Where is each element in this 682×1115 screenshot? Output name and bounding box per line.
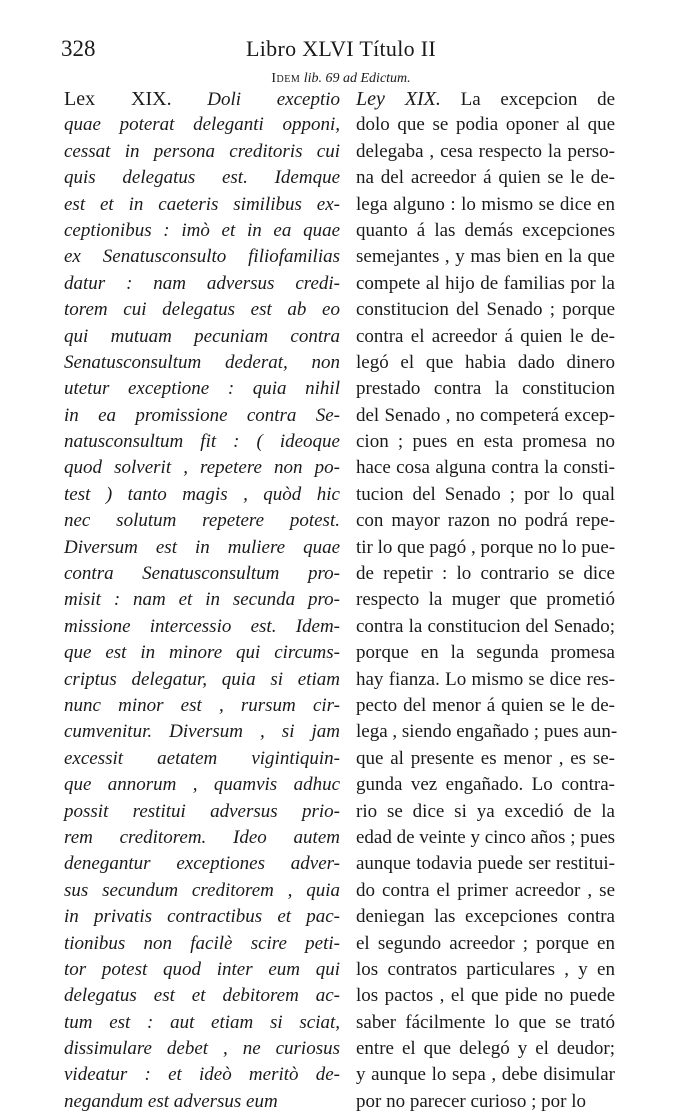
spanish-line: semejantes , y mas bien en la que [356, 246, 615, 268]
latin-line: criptus delegatur, quia si etiam [64, 668, 340, 690]
latin-line: ceptionibus : imò et in ea quae [64, 219, 340, 241]
spanish-line: rio se dice si ya excedió de la [356, 800, 615, 822]
latin-line: que est in minore qui circums- [64, 642, 340, 664]
latin-line: est et in caeteris similibus ex- [64, 193, 340, 215]
latin-line: negandum est adversus eum [64, 1090, 278, 1112]
spanish-line: deniegan las excepciones contra [356, 906, 615, 928]
latin-line: datur : nam adversus credi- [64, 272, 340, 294]
spanish-line: aunque todavia puede ser restitui- [356, 853, 615, 875]
spanish-line: y aunque lo sepa , debe disimular [356, 1064, 615, 1086]
latin-line: Diversum est in muliere quae [64, 536, 340, 558]
latin-line: utetur exceptione : quia nihil [64, 378, 340, 400]
running-title: Libro XLVI Título II [246, 36, 436, 61]
spanish-line: los pactos , el que pide no puede [356, 985, 615, 1007]
spanish-line: prestado contra la constitucion [356, 378, 615, 400]
spanish-line: respecto la muger que prometió [356, 589, 615, 611]
spanish-law-label: Ley XIX. [356, 88, 441, 110]
spanish-line: el segundo acreedor ; porque en [356, 932, 615, 954]
latin-line: sus secundum creditorem , quia [64, 879, 340, 901]
source-reference: lib. 69 ad Edictum. [303, 71, 411, 86]
latin-line: contra Senatusconsultum pro- [64, 563, 340, 585]
latin-line: ex Senatusconsulto filiofamilias [64, 246, 340, 268]
latin-line: Senatusconsultum dederat, non [64, 351, 340, 373]
spanish-line: cion ; pues en esta promesa no [356, 431, 615, 453]
spanish-line: por no parecer curioso ; por lo [356, 1090, 587, 1112]
latin-line: denegantur exceptiones adver- [64, 853, 340, 875]
latin-line: possit restitui adversus prio- [64, 800, 340, 822]
spanish-line: edad de veinte y cinco años ; pues [356, 826, 616, 848]
latin-line: tum est : aut etiam si sciat, [64, 1011, 340, 1033]
latin-line: torem cui delegatus est ab eo [64, 299, 340, 321]
spanish-line: na del acreedor á quien se le de- [356, 167, 615, 189]
latin-line: nec solutum repetere potest. [64, 510, 340, 532]
spanish-line: lega alguno : lo mismo se dice en [356, 193, 615, 215]
latin-line: rem creditorem. Ideo autem [64, 826, 340, 848]
spanish-line: de repetir : lo contrario se dice [356, 563, 615, 585]
page-number: 328 [61, 36, 96, 61]
latin-line: in privatis contractibus et pac- [64, 906, 340, 928]
latin-law-label: Lex XIX. [64, 88, 172, 110]
latin-line: missione intercessio est. Idem- [64, 615, 340, 637]
spanish-line: hace cosa alguna contra la consti- [356, 457, 615, 479]
spanish-line: hay fianza. Lo mismo se dice res- [356, 668, 615, 690]
latin-line: cumvenitur. Diversum , si jam [64, 721, 340, 743]
spanish-line: contra el acreedor á quien le de- [356, 325, 615, 347]
latin-line [64, 86, 340, 112]
spanish-line: tir lo que pagó , porque no lo pue- [356, 536, 616, 558]
latin-line: videatur : et ideò meritò de- [64, 1064, 340, 1086]
latin-line: quae poterat deleganti opponi, [64, 114, 340, 136]
spanish-line: contra la constitucion del Senado; [356, 615, 615, 637]
latin-line: que annorum , quamvis adhuc [64, 774, 340, 796]
spanish-line: tucion del Senado ; por lo qual [356, 483, 615, 505]
latin-line: quod solverit , repetere non po- [64, 457, 340, 479]
latin-line: tor potest quod inter eum qui [64, 958, 340, 980]
spanish-line-text: La excepcion de [460, 89, 615, 110]
spanish-line: compete al hijo de familias por la [356, 272, 615, 294]
latin-line: in ea promissione contra Se- [64, 404, 340, 426]
spanish-line: legó el que habia dado dinero [356, 351, 615, 373]
spanish-line: lega , siendo engañado ; pues aun- [356, 721, 618, 743]
latin-line: tionibus non facilè scire peti- [64, 932, 340, 954]
spanish-line: del Senado , no competerá excep- [356, 404, 615, 426]
latin-line: dissimulare debet , ne curiosus [64, 1038, 340, 1060]
spanish-line: dolo que se podia oponer al que [356, 114, 615, 136]
spanish-line: que al presente es menor , es se- [356, 747, 615, 769]
spanish-line [356, 86, 615, 112]
spanish-line: delegaba , cesa respecto la perso- [356, 140, 615, 162]
spanish-line: pecto del menor á quien se le de- [356, 694, 615, 716]
latin-line-text: Doli exceptio [207, 89, 341, 110]
latin-line: qui mutuam pecuniam contra [64, 325, 340, 347]
latin-column [64, 86, 340, 1115]
spanish-line: los contratos particulares , y en [356, 958, 615, 980]
latin-line: nunc minor est , rursum cir- [64, 694, 340, 716]
latin-line: quis delegatus est. Idemque [64, 167, 340, 189]
spanish-line: entre el que delegó y el deudor; [356, 1038, 615, 1060]
latin-line: cessat in persona creditoris cui [64, 140, 340, 162]
spanish-line: gunda vez engañado. Lo contra- [356, 774, 615, 796]
spanish-line: porque en la segunda promesa [356, 642, 615, 664]
spanish-line: con mayor razon no podrá repe- [356, 510, 615, 532]
latin-line: test ) tanto magis , quòd hic [64, 483, 340, 505]
latin-line: delegatus est et debitorem ac- [64, 985, 340, 1007]
latin-line: natusconsultum fit : ( ideoque [64, 431, 340, 453]
spanish-line: saber fácilmente lo que se trató [356, 1011, 615, 1033]
latin-line: misit : nam et in secunda pro- [64, 589, 340, 611]
spanish-line: quanto á las demás excepciones [356, 219, 615, 241]
spanish-line: do contra el primer acreedor , se [356, 879, 615, 901]
spanish-line: constitucion del Senado ; porque [356, 299, 615, 321]
latin-line: excessit aetatem vigintiquin- [64, 747, 340, 769]
source-author: Idem [271, 71, 301, 86]
spanish-column [356, 86, 618, 1115]
